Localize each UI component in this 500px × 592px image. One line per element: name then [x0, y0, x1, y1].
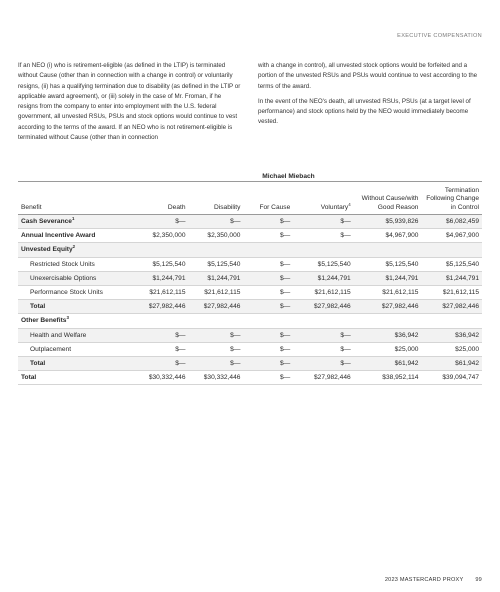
- table-cell: $—: [189, 215, 244, 229]
- header-death: Death: [134, 182, 189, 215]
- table-cell: $2,350,000: [134, 229, 189, 243]
- header-voluntary-label: Voluntary: [320, 203, 349, 211]
- table-cell: [134, 314, 189, 328]
- table-cell: $21,612,115: [189, 285, 244, 299]
- page-footer: [385, 577, 482, 583]
- intro-right-paragraph-1: with a change in control), all unvested stock options would be forfeited and a portion of the unvested RSUs and PSUs would continue to vest according to the terms of the award.: [258, 62, 478, 90]
- row-label: [18, 215, 134, 229]
- table-cell: $5,939,826: [354, 215, 422, 229]
- table-cell: $27,982,446: [293, 371, 353, 385]
- table-row: [18, 229, 482, 243]
- table-cell: [354, 243, 422, 257]
- table-cell: $—: [243, 229, 293, 243]
- table-cell: [134, 243, 189, 257]
- table-cell: $21,612,115: [421, 285, 482, 299]
- intro-right-paragraph-2: In the event of the NEO's death, all unvested RSUs, PSUs (at a target level of performance) and stock options held by the NEO would immediately become vested.: [258, 97, 471, 126]
- row-label-text: Unvested Equity: [21, 246, 73, 254]
- table-cell: [189, 243, 244, 257]
- table-cell: $21,612,115: [293, 285, 353, 299]
- intro-text: [18, 61, 482, 148]
- table-cell: $—: [243, 271, 293, 285]
- header-voluntary: [293, 182, 353, 215]
- termination-benefits-table: [18, 169, 482, 385]
- table-row: [18, 328, 482, 342]
- table-cell: $2,350,000: [189, 229, 244, 243]
- table-cell: $—: [134, 215, 189, 229]
- table-cell: $1,244,791: [354, 271, 422, 285]
- table-cell: $6,082,459: [421, 215, 482, 229]
- table-cell: $25,000: [421, 342, 482, 356]
- row-label-text: Other Benefits: [21, 317, 67, 325]
- row-label: [18, 243, 134, 257]
- table-cell: $4,967,900: [421, 229, 482, 243]
- row-label: Unexercisable Options: [18, 271, 134, 285]
- table-cell: $1,244,791: [189, 271, 244, 285]
- table-cell: [421, 314, 482, 328]
- table-cell: [293, 243, 353, 257]
- table-cell: $27,982,446: [421, 300, 482, 314]
- table-cell: $—: [293, 215, 353, 229]
- table-cell: $1,244,791: [293, 271, 353, 285]
- header-benefit: Benefit: [18, 182, 134, 215]
- row-label: [18, 314, 134, 328]
- table-row: [18, 356, 482, 370]
- table-cell: $5,125,540: [189, 257, 244, 271]
- table-row: [18, 243, 482, 257]
- row-label: Outplacement: [18, 342, 134, 356]
- table-cell: $27,982,446: [189, 300, 244, 314]
- table-cell: $—: [293, 356, 353, 370]
- row-footnote: 3: [66, 315, 69, 321]
- table-cell: $4,967,900: [354, 229, 422, 243]
- row-label: Total: [18, 300, 134, 314]
- table-cell: $5,125,540: [134, 257, 189, 271]
- table-cell: $—: [243, 215, 293, 229]
- table-cell: $1,244,791: [134, 271, 189, 285]
- table-cell: $—: [243, 342, 293, 356]
- table-cell: [421, 243, 482, 257]
- row-footnote: 2: [72, 244, 76, 250]
- table-cell: $—: [134, 342, 189, 356]
- intro-left-column: [18, 61, 242, 148]
- table-row: [18, 314, 482, 328]
- table-cell: $5,125,540: [421, 257, 482, 271]
- table-row: [18, 257, 482, 271]
- header-termination-cic: Termination Following Change in Control: [421, 182, 482, 215]
- table-row: [18, 215, 482, 229]
- table-cell: $30,332,446: [134, 371, 189, 385]
- table-cell: $—: [293, 328, 353, 342]
- row-label: Performance Stock Units: [18, 285, 134, 299]
- row-label: Restricted Stock Units: [18, 257, 134, 271]
- table-cell: $5,125,540: [293, 257, 353, 271]
- table-cell: $5,125,540: [354, 257, 422, 271]
- table-cell: $25,000: [354, 342, 422, 356]
- row-label: Total: [18, 356, 134, 370]
- table-cell: $36,942: [354, 328, 422, 342]
- table-cell: [243, 243, 293, 257]
- table-cell: [243, 314, 293, 328]
- executive-name-row: [18, 169, 482, 182]
- section-header: EXECUTIVE COMPENSATION: [397, 33, 482, 39]
- table-cell: $—: [243, 356, 293, 370]
- table-cell: $—: [243, 371, 293, 385]
- row-label: Total: [18, 371, 134, 385]
- row-label-text: Cash Severance: [21, 218, 72, 226]
- table-cell: $27,982,446: [354, 300, 422, 314]
- table-row: [18, 371, 482, 385]
- table-cell: $39,094,747: [421, 371, 482, 385]
- table-row: [18, 271, 482, 285]
- intro-right-column: [258, 61, 482, 148]
- header-for-cause: For Cause: [243, 182, 293, 215]
- table-header-row: [18, 182, 482, 215]
- intro-left-paragraph: If an NEO (i) who is retirement-eligible (as defined in the LTIP) is terminated without Cause (other than in connection with a change in control) or voluntarily resigns, (ii) has a qualifying termination due to disability (as defined in the LTIP or applicable award agreement), or (iii) solely in the case of Mr. Froman, if he resigns from the company to enter into employment with the U.S. federal government, all unvested RSUs, PSUs and stock options would continue to vest according to the terms of the award. If an NEO who is not retirement-eligible is terminated without Cause (other than in connection: [18, 62, 241, 142]
- footer-document-name: 2023 MASTERCARD PROXY: [384, 577, 464, 583]
- table-row: [18, 342, 482, 356]
- table-cell: $36,942: [421, 328, 482, 342]
- table-cell: $30,332,446: [189, 371, 244, 385]
- table-cell: [354, 314, 422, 328]
- table-cell: $—: [189, 342, 244, 356]
- table-cell: $—: [134, 328, 189, 342]
- table-cell: $—: [243, 328, 293, 342]
- table-cell: $21,612,115: [354, 285, 422, 299]
- table-cell: $27,982,446: [134, 300, 189, 314]
- table-cell: $—: [293, 342, 353, 356]
- table-cell: $38,952,114: [354, 371, 422, 385]
- table-cell: $—: [134, 356, 189, 370]
- table-cell: $—: [189, 328, 244, 342]
- table-row: [18, 300, 482, 314]
- page-number: 99: [475, 577, 482, 583]
- table-cell: $—: [189, 356, 244, 370]
- table-cell: [189, 314, 244, 328]
- table-cell: $—: [243, 285, 293, 299]
- row-footnote: 1: [71, 215, 75, 221]
- row-label: Health and Welfare: [18, 328, 134, 342]
- table-cell: $—: [243, 300, 293, 314]
- table-cell: $21,612,115: [134, 285, 189, 299]
- table-cell: $—: [243, 257, 293, 271]
- table-cell: $61,942: [354, 356, 422, 370]
- table-row: [18, 285, 482, 299]
- row-label: Annual Incentive Award: [18, 229, 134, 243]
- table-cell: $61,942: [421, 356, 482, 370]
- table-cell: [293, 314, 353, 328]
- executive-name: Michael Miebach: [18, 169, 482, 182]
- table-cell: $27,982,446: [293, 300, 353, 314]
- header-disability: Disability: [189, 182, 244, 215]
- table-cell: $1,244,791: [421, 271, 482, 285]
- table-cell: $—: [293, 229, 353, 243]
- header-voluntary-footnote: 4: [348, 201, 351, 207]
- header-without-cause: Without Cause/with Good Reason: [354, 182, 422, 215]
